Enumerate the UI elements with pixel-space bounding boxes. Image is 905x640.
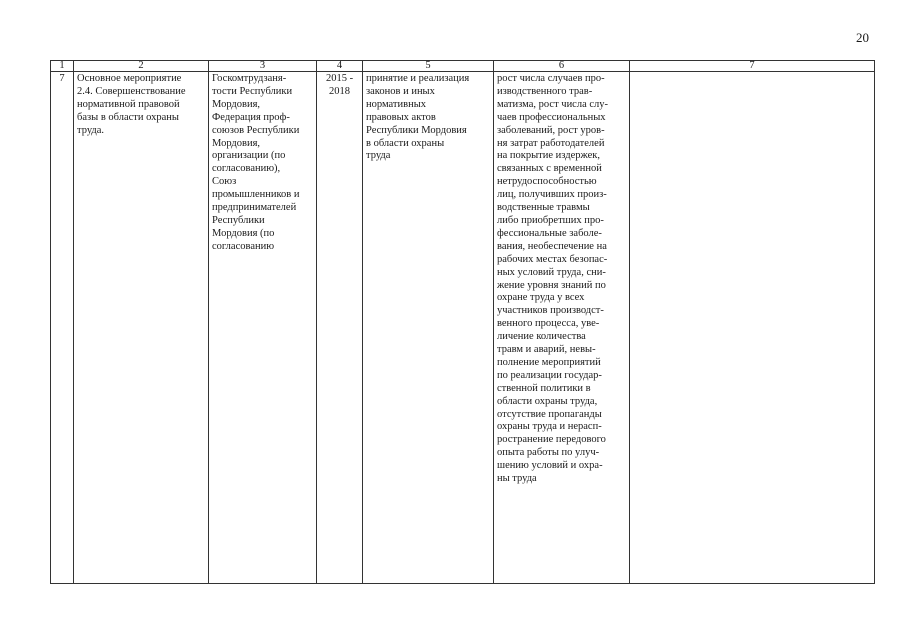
text-line: нормативной правовой [77,98,180,110]
text-line: матизма, рост числа слу- [497,98,609,110]
text-line: 2.4. Совершенствование [77,85,186,97]
text-line: фессиональные заболе- [497,227,602,239]
text-line: промышленников и [212,189,300,201]
text-line: базы в области охраны [77,111,179,123]
text-line: тости Республики [212,85,293,97]
text-line: отсутствие пропаганды [497,408,602,420]
text-line: ространение передового [497,434,606,446]
text-line: либо приобретших про- [497,214,604,226]
text-line: в области охраны [366,137,445,149]
result-cell [363,72,494,584]
text-line: заболеваний, рост уров- [497,124,605,136]
text-line: 2018 [329,85,350,97]
text-line: принятие и реализация [366,73,470,84]
header-col-2: 2 [74,61,209,72]
table-row [51,72,875,584]
text-line: предпринимателей [212,202,297,214]
text-line: участников производст- [497,305,604,317]
text-line: 2015 - [325,73,354,84]
text-line: союзов Республики [212,124,300,136]
text-line: Мордовия (по [212,227,275,239]
header-col-1: 1 [51,61,74,72]
text-line: Республики Мордовия [366,124,467,136]
consequences-cell [494,72,630,584]
text-line: Мордовия, [212,98,261,110]
text-line: организации (по [212,150,286,162]
text-line: рост числа случаев про- [497,73,605,84]
text-line: изводственного трав- [497,85,593,97]
text-line: ных условий труда, сни- [497,266,606,278]
period-cell [317,72,363,584]
text-line: Федерация проф- [212,111,290,123]
text-line: опыта работы по улуч- [497,447,600,459]
text-line: охране труда у всех [497,292,585,304]
text-line: полнение мероприятий [497,356,601,368]
program-table [50,60,875,584]
text-line: вания, необеспечение на [497,240,607,252]
text-line: рабочих местах безопас- [497,253,608,265]
text-line: ня затрат работодателей [497,137,605,149]
text-line: связанных с временной [497,163,602,175]
text-line: ны труда [497,473,537,485]
header-col-3: 3 [209,61,317,72]
text-line: водственные травмы [497,202,590,214]
text-line: Госкомтрудзаня- [212,73,287,84]
header-row [51,61,875,72]
text-line: шению условий и охра- [497,460,603,472]
header-col-5: 5 [363,61,494,72]
text-line: согласованию), [212,163,281,175]
text-line: нормативных [366,98,427,110]
text-line: Основное мероприятие [77,73,182,84]
row-number: 7 [51,72,74,584]
header-col-4: 4 [317,61,363,72]
page-number: 20 [856,30,869,45]
text-line: правовых актов [366,111,436,123]
text-line: согласованию [212,240,275,252]
text-line: лиц, получивших произ- [497,189,607,201]
executors-cell [209,72,317,584]
text-line: нетрудоспособностью [497,176,597,188]
header-col-7: 7 [630,61,875,72]
text-line: труда. [77,124,105,136]
header-col-6: 6 [494,61,630,72]
text-line: законов и иных [366,85,435,97]
col7-cell [630,72,875,584]
text-line: венного процесса, уве- [497,318,600,330]
text-line: ственной политики в [497,382,591,394]
text-line: Союз [212,176,237,188]
text-line: Республики [212,214,265,226]
text-line: по реализации государ- [497,369,602,381]
activity-cell [74,72,209,584]
text-line: охраны труда и нерасп- [497,421,602,433]
text-line: жение уровня знаний по [497,279,606,291]
text-line: личение количества [497,331,586,343]
text-line: травм и аварий, невы- [497,344,596,356]
text-line: чаев профессиональных [497,111,606,123]
text-line: труда [366,150,391,162]
text-line: области охраны труда, [497,395,598,407]
text-line: на покрытие издержек, [497,150,601,162]
text-line: Мордовия, [212,137,261,149]
